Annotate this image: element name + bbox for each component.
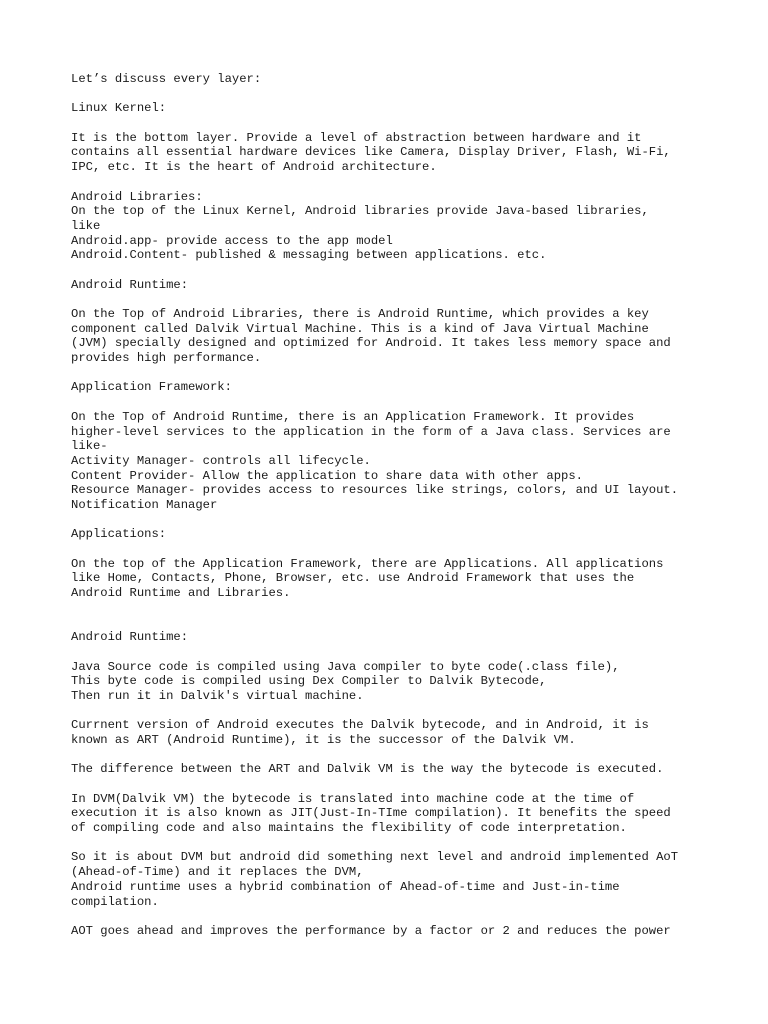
document-line: On the Top of Android Runtime, there is an Application Framework. It provides: [71, 409, 635, 424]
document-line: On the top of the Application Framework, there are Applications. All applications: [71, 556, 664, 571]
document-line: Android runtime uses a hybrid combination of Ahead-of-time and Just-in-time: [71, 879, 620, 894]
document-line: Android Libraries:: [71, 189, 203, 204]
document-text: [71, 72, 761, 939]
document-line: compilation.: [71, 894, 159, 909]
document-line: (JVM) specially designed and optimized for Android. It takes less memory space and: [71, 336, 671, 351]
document-line: The difference between the ART and Dalvik VM is the way the bytecode is executed.: [71, 762, 664, 777]
document-line: Currnent version of Android executes the Dalvik bytecode, and in Android, it is: [71, 718, 649, 733]
document-line: IPC, etc. It is the heart of Android architecture.: [71, 160, 437, 175]
document-line: Java Source code is compiled using Java compiler to byte code(.class file),: [71, 659, 620, 674]
document-line: This byte code is compiled using Dex Compiler to Dalvik Bytecode,: [71, 674, 547, 689]
document-line: [71, 542, 761, 557]
document-line: [71, 87, 761, 102]
document-line: So it is about DVM but android did something next level and android implemented AoT: [71, 850, 679, 865]
document-line: AOT goes ahead and improves the performance by a factor or 2 and reduces the power: [71, 923, 671, 938]
document-line: higher-level services to the application in the form of a Java class. Services are: [71, 424, 671, 439]
document-line: Android Runtime and Libraries.: [71, 586, 291, 601]
document-line: Activity Manager- controls all lifecycle.: [71, 453, 371, 468]
document-line: [71, 263, 761, 278]
document-line: execution it is also known as JIT(Just-In-TIme compilation). It benefits the speed: [71, 806, 671, 821]
document-line: [71, 175, 761, 190]
document-line: of compiling code and also maintains the flexibility of code interpretation.: [71, 821, 627, 836]
document-line: [71, 116, 761, 131]
document-line: [71, 748, 761, 763]
document-line: provides high performance.: [71, 351, 262, 366]
document-line: [71, 909, 761, 924]
document-line: like-: [71, 439, 108, 454]
document-line: contains all essential hardware devices like Camera, Display Driver, Flash, Wi-Fi,: [71, 145, 671, 160]
document-line: like Home, Contacts, Phone, Browser, etc. use Android Framework that uses the: [71, 571, 635, 586]
document-line: Then run it in Dalvik's virtual machine.: [71, 688, 364, 703]
document-line: Application Framework:: [71, 380, 232, 395]
document-line: It is the bottom layer. Provide a level of abstraction between hardware and it: [71, 130, 642, 145]
document-line: [71, 777, 761, 792]
document-line: [71, 704, 761, 719]
document-line: [71, 395, 761, 410]
document-line: Android.Content- published & messaging between applications. etc.: [71, 248, 547, 263]
document-line: [71, 292, 761, 307]
document-line: On the Top of Android Libraries, there is Android Runtime, which provides a key: [71, 307, 649, 321]
document-line: Resource Manager- provides access to resources like strings, colors, and UI layout.: [71, 483, 679, 498]
document-line: Notification Manager: [71, 497, 218, 512]
document-line: known as ART (Android Runtime), it is the successor of the Dalvik VM.: [71, 732, 576, 747]
document-line: Applications:: [71, 527, 167, 542]
document-line: In DVM(Dalvik VM) the bytecode is translated into machine code at the time of: [71, 791, 635, 806]
document-line: Android.app- provide access to the app model: [71, 233, 393, 248]
document-line: On the top of the Linux Kernel, Android libraries provide Java-based libraries,: [71, 204, 649, 219]
document-line: [71, 366, 761, 381]
document-line: Let’s discuss every layer:: [71, 72, 262, 86]
document-line: [71, 645, 761, 660]
document-line: (Ahead-of-Time) and it replaces the DVM,: [71, 865, 364, 880]
document-line: Linux Kernel:: [71, 101, 167, 116]
document-line: [71, 836, 761, 851]
document-line: component called Dalvik Virtual Machine. This is a kind of Java Virtual Machine: [71, 321, 649, 336]
document-line: [71, 615, 761, 630]
document-line: Android Runtime:: [71, 277, 189, 292]
document-line: [71, 601, 761, 616]
document-line: Android Runtime:: [71, 630, 189, 645]
document-line: [71, 513, 761, 528]
document-line: Content Provider- Allow the application to share data with other apps.: [71, 468, 583, 483]
document-line: like: [71, 218, 101, 233]
